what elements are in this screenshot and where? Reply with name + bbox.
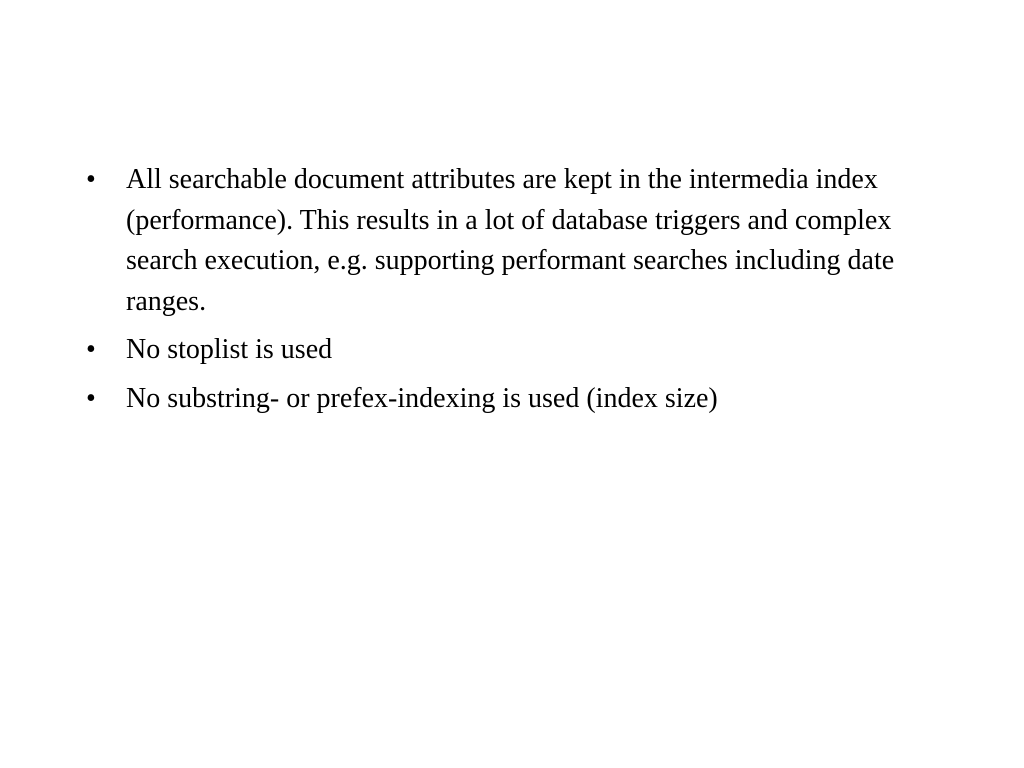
bullet-item: [86, 330, 906, 371]
bullet-list: [86, 160, 906, 427]
bullet-marker: •: [86, 382, 96, 414]
bullet-item: [86, 160, 906, 322]
bullet-item: [86, 379, 906, 420]
bullet-marker: •: [86, 334, 96, 365]
bullet-text: No stoplist is used: [126, 334, 333, 365]
bullet-marker: •: [86, 164, 96, 195]
bullet-text: All searchable document attributes are kept in the intermedia index (performance). This results in a lot of database triggers and complex search execution, e.g. supporting performant searches including date ranges.: [126, 164, 895, 317]
bullet-text: No substring- or prefex-indexing is used (index size): [126, 382, 718, 414]
